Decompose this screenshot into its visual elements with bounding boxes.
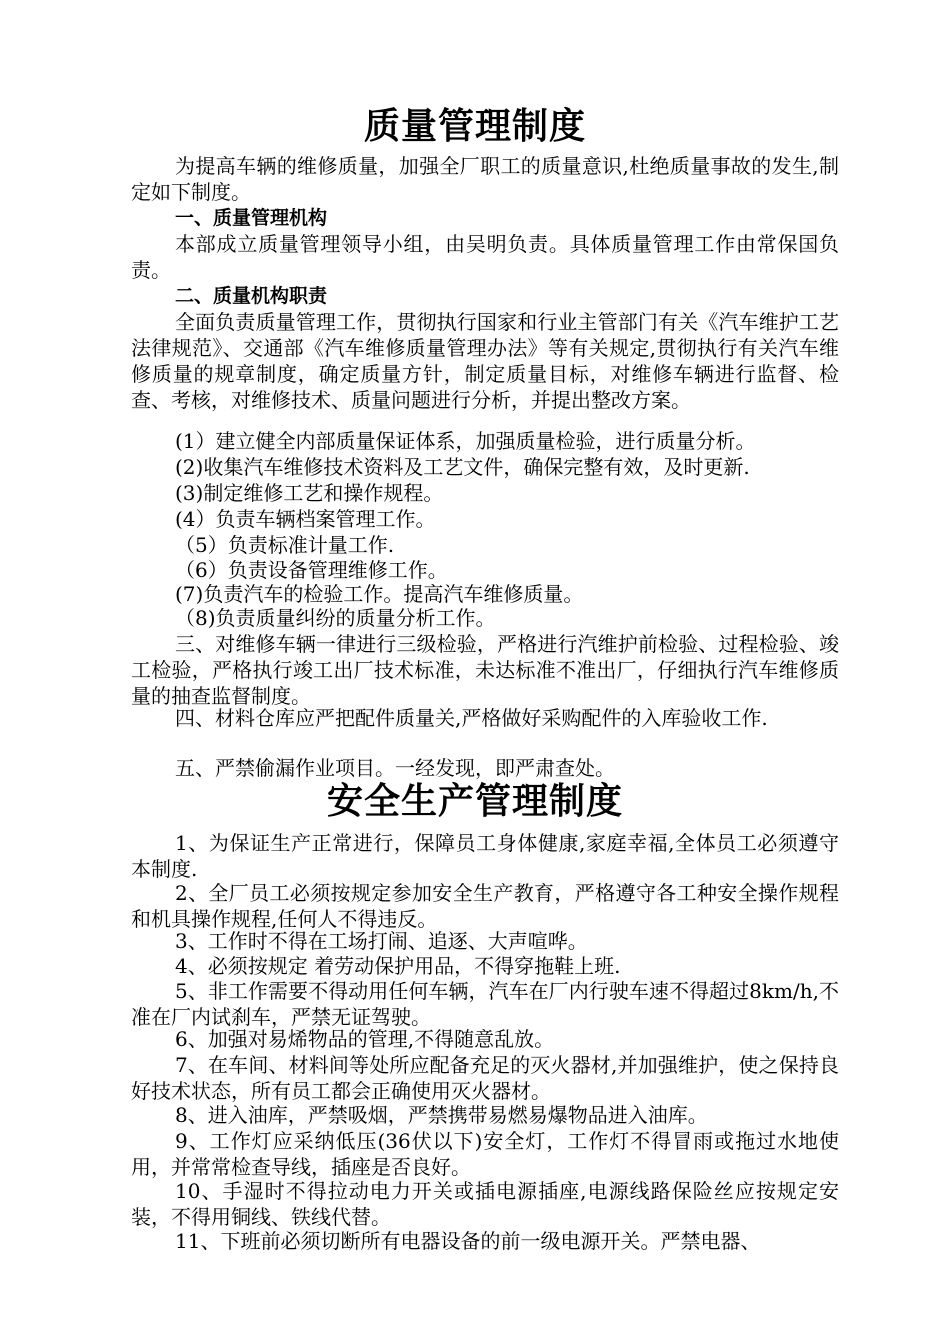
duty-item: (7)负责汽车的检验工作。提高汽车维修质量。 (175, 582, 584, 606)
safety-rule: 9、工作灯应采纳低压(36伏以下)安全灯，工作灯不得冒雨或拖过水地使用，并常常检查导线，插座是否良好。 (131, 1129, 839, 1179)
duty-item: （8)负责质量纠纷的质量分析工作。 (175, 606, 496, 630)
duty-item: (1）建立健全内部质量保证体系，加强质量检验，进行质量分析。 (175, 429, 756, 453)
warehouse-paragraph: 四、材料仓库应严把配件质量关,严格做好采购配件的入库验收工作. (175, 706, 768, 730)
quality-title: 质量管理制度 (363, 106, 586, 147)
duty-item: (4）负责车辆档案管理工作。 (175, 507, 436, 531)
safety-rule: 1、为保证生产正常进行，保障员工身体健康,家庭幸福,全体员工必须遵守本制度. (131, 831, 839, 881)
safety-title: 安全生产管理制度 (326, 781, 623, 822)
quality-intro: 为提高车辆的维修质量，加强全厂职工的质量意识,杜绝质量事故的发生,制定如下制度。 (131, 154, 839, 204)
safety-rule: 10、手湿时不得拉动电力开关或插电源插座,电源线路保险丝应按规定安装，不得用铜线、铁线代替。 (131, 1179, 839, 1229)
duties-paragraph: 全面负责质量管理工作，贯彻执行国家和行业主管部门有关《汽车维护工艺法律规范》、交通部《汽车维修质量管理办法》等有关规定,贯彻执行有关汽车维修质量的规章制度，确定质量方针，制定质量目标，对维修车辆进行监督、检查、考核，对维修技术、质量问题进行分析，并提出整改方案。 (131, 310, 839, 412)
safety-rule: 4、必须按规定 着劳动保护用品，不得穿拖鞋上班. (175, 954, 621, 978)
section-heading-organization: 一、质量管理机构 (175, 207, 328, 229)
safety-rule: 11、下班前必须切断所有电器设备的前一级电源开关。严禁电器、 (175, 1229, 761, 1253)
safety-rule: 7、在车间、材料间等处所应配备充足的灭火器材,并加强维护，使之保持良好技术状态，所有员工都会正确使用灭火器材。 (131, 1053, 839, 1103)
inspection-paragraph: 三、对维修车辆一律进行三级检验，严格进行汽维护前检验、过程检验、竣工检验，严格执行竣工出厂技术标准，未达标准不准出厂，仔细执行汽车维修质量的抽查监督制度。 (131, 632, 839, 708)
section-heading-duties: 二、质量机构职责 (175, 285, 328, 307)
safety-rule: 8、进入油库，严禁吸烟，严禁携带易燃易爆物品进入油库。 (175, 1103, 708, 1127)
prohibition-paragraph: 五、严禁偷漏作业项目。一经发现，即严肃查处。 (175, 756, 615, 780)
safety-rule: 6、加强对易烯物品的管理,不得随意乱放。 (175, 1027, 555, 1051)
safety-rule: 3、工作时不得在工场打闹、追逐、大声喧哗。 (175, 929, 588, 953)
duty-item: （6）负责设备管理维修工作。 (175, 558, 448, 582)
duty-item: (2)收集汽车维修技术资料及工艺文件，确保完整有效，及时更新. (175, 455, 750, 479)
safety-rule: 2、全厂员工必须按规定参加安全生产教育，严格遵守各工种安全操作规程和机具操作规程,任何人不得违反。 (131, 881, 839, 931)
safety-rule: 5、非工作需要不得动用任何车辆，汽车在厂内行驶车速不得超过8km/h,不准在厂内试刹车，严禁无证驾驶。 (131, 979, 839, 1029)
duty-item: (3)制定维修工艺和操作规程。 (175, 481, 444, 505)
organization-paragraph: 本部成立质量管理领导小组，由吴明负责。具体质量管理工作由常保国负责。 (131, 232, 839, 282)
duty-item: （5）负责标准计量工作. (175, 533, 395, 557)
